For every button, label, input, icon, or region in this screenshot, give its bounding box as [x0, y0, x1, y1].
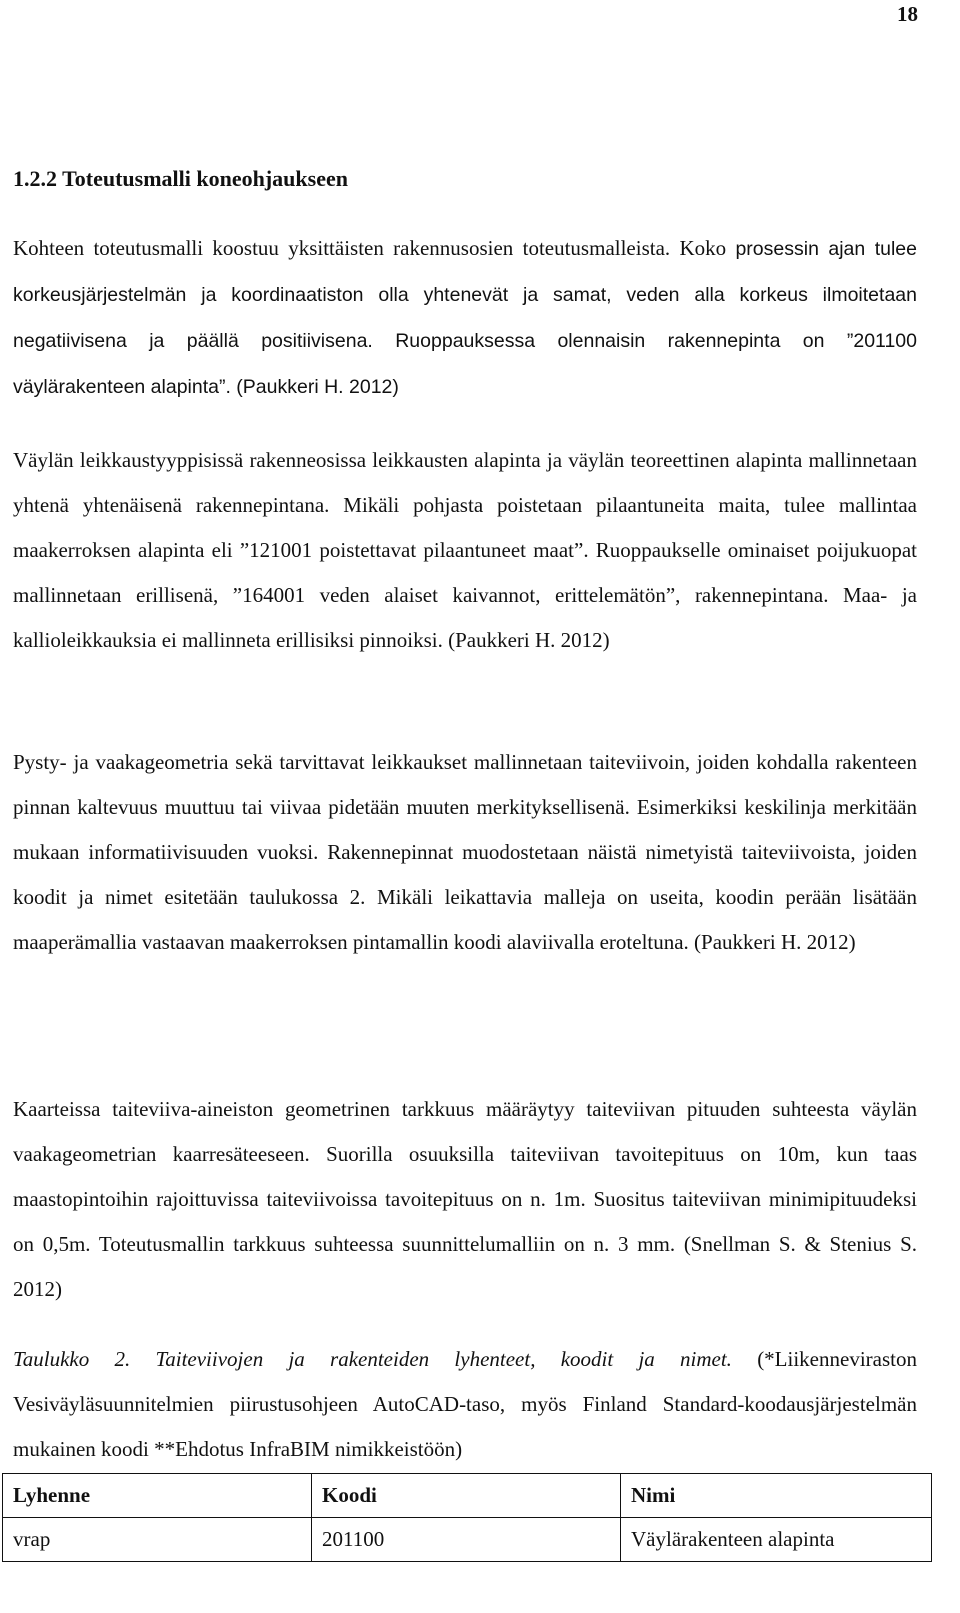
paragraph-4: Kaarteissa taiteviiva-aineiston geometrinen tarkkuus määräytyy taiteviivan pituuden suhteesta väylän vaakageometrian kaarresäteeseen. Suorilla osuuksilla taiteviivan tavoitepituus on 10m, kun taas maastopintoihin rajoittuvissa taiteviivoissa tavoitepituus on n. 1m. Suositus taiteviivan minimipituudeksi on 0,5m. Toteutusmallin tarkkuus suhteessa suunnittelumalliin on n. 3 mm. (Snellman S. & Stenius S. 2012)	[13, 1097, 917, 1301]
table-caption	[13, 1337, 917, 1472]
page-number: 18	[897, 2, 918, 26]
table-row	[3, 1518, 932, 1562]
paragraph-3: Pysty- ja vaakageometria sekä tarvittavat leikkaukset mallinnetaan taiteviivoin, joiden kohdalla rakenteen pinnan kaltevuus muuttuu tai viivaa pidetään muuten merkityksellisenä. Esimerkiksi keskilinja merkitään mukaan informatiivisuuden vuoksi. Rakennepinnat muodostetaan näistä nimetyistä taiteviivoista, joiden koodit ja nimet esitetään taulukossa 2. Mikäli leikattavia malleja on useita, koodin perään lisätään maaperämallia vastaavan maakerroksen pintamallin koodi alaviivalla eroteltuna. (Paukkeri H. 2012)	[13, 750, 917, 954]
cell-lyhenne: vrap	[3, 1518, 312, 1562]
paragraph-1	[13, 226, 917, 410]
header-lyhenne: Lyhenne	[3, 1474, 312, 1518]
table-header-row	[3, 1474, 932, 1518]
section-heading: 1.2.2 Toteutusmalli koneohjaukseen	[13, 166, 348, 191]
abbreviation-table	[2, 1473, 932, 1562]
header-nimi: Nimi	[621, 1474, 932, 1518]
cell-nimi: Väylärakenteen alapinta	[621, 1518, 932, 1562]
table-caption-title: Taulukko 2. Taiteviivojen ja rakenteiden lyhenteet, koodit ja nimet.	[13, 1347, 732, 1371]
header-koodi: Koodi	[312, 1474, 621, 1518]
paragraph-1-sans: prosessin ajan tulee korkeusjärjestelmän ja koordinaatiston olla yhtenevät ja samat, veden alla korkeus ilmoitetaan negatiivisena ja päällä positiivisena. Ruoppauksessa olennaisin rakennepinta on ”201100 väylärakenteen alapinta”. (Paukkeri H. 2012)	[13, 238, 918, 398]
paragraph-2: Väylän leikkaustyyppisissä rakenneosissa leikkausten alapinta ja väylän teoreettinen alapinta mallinnetaan yhtenä yhtenäisenä rakennepintana. Mikäli pohjasta poistetaan pilaantuneita maita, tulee mallintaa maakerroksen alapinta eli ”121001 poistettavat pilaantuneet maat”. Ruoppaukselle ominaiset poijukuopat mallinnetaan erillisenä, ”164001 veden alaiset kaivannot, erittelemätön”, rakennepintana. Maa- ja kallioleikkauksia ei mallinneta erillisiksi pinnoiksi. (Paukkeri H. 2012)	[13, 448, 917, 652]
paragraph-1-serif: Kohteen toteutusmalli koostuu yksittäisten rakennusosien toteutusmalleista. Koko	[13, 236, 727, 260]
table-caption-note: (*Liikenneviraston Vesiväyläsuunnitelmien piirustusohjeen AutoCAD-taso, myös Finland Standard-koodausjärjestelmän mukainen koodi **Ehdotus InfraBIM nimikkeistöön)	[13, 1347, 917, 1461]
cell-koodi: 201100	[312, 1518, 621, 1562]
